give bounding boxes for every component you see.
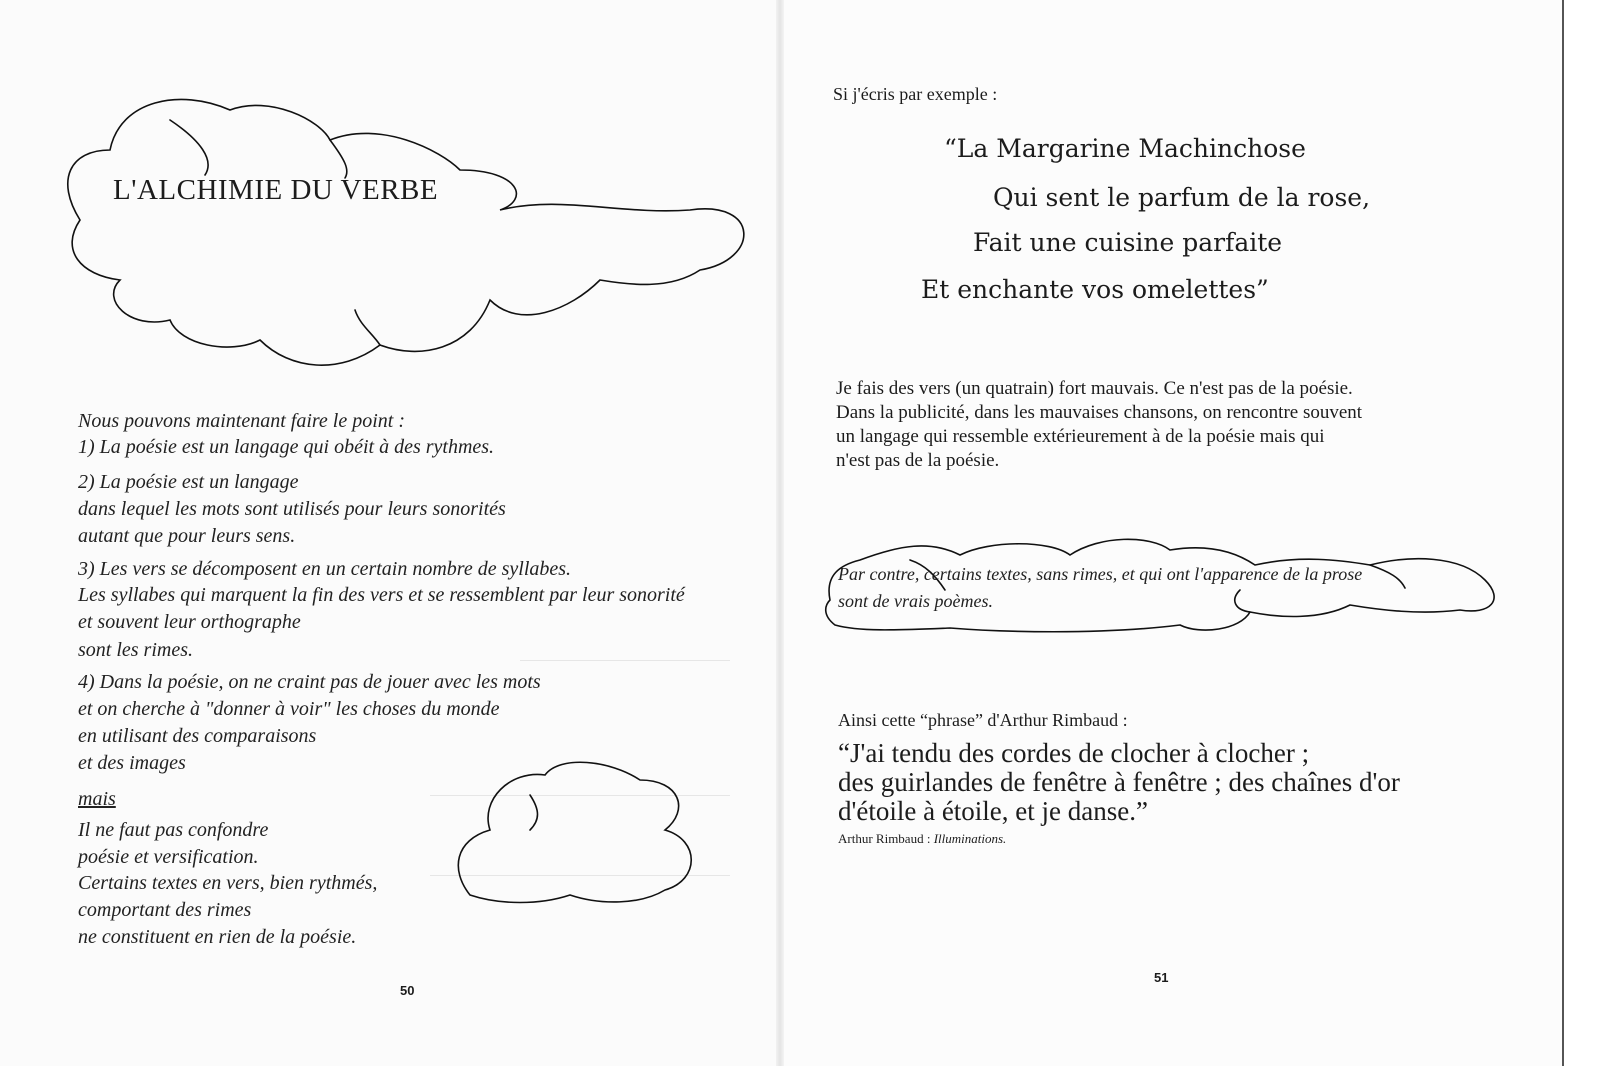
paragraph-line: Dans la publicité, dans les mauvaises chansons, on rencontre souvent	[836, 402, 1363, 423]
scan-edge	[1562, 0, 1600, 1066]
paragraph-line: n'est pas de la poésie.	[836, 450, 1000, 471]
list-line: Les syllabes qui marquent la fin des vers et se ressemblent par leur sonorité	[78, 584, 685, 606]
mais-underlined: mais	[78, 788, 116, 810]
list-line: autant que pour leurs sens.	[78, 525, 296, 547]
chapter-title: L'ALCHIMIE DU VERBE	[113, 174, 439, 206]
attribution-work: Illuminations.	[933, 831, 1007, 846]
list-line: et souvent leur orthographe	[78, 611, 301, 633]
list-line: 2) La poésie est un langage	[78, 471, 299, 493]
quatrain-line: “La Margarine Machinchose	[944, 134, 1306, 163]
list-line: Il ne faut pas confondre	[78, 819, 269, 841]
quatrain-line: Qui sent le parfum de la rose,	[993, 183, 1371, 212]
list-line: poésie et versification.	[78, 846, 259, 868]
quatrain-line: Et enchante vos omelettes”	[921, 275, 1269, 304]
left-page	[0, 0, 780, 1066]
intro-text: Si j'écris par exemple :	[833, 84, 998, 104]
paragraph-line: Je fais des vers (un quatrain) fort mauvais. Ce n'est pas de la poésie.	[836, 378, 1353, 399]
list-line: et des images	[78, 752, 186, 774]
faint-rule	[430, 875, 730, 876]
paragraph-line: un langage qui ressemble extérieurement à de la poésie mais qui	[836, 426, 1325, 447]
faint-rule	[520, 660, 730, 661]
list-line: 4) Dans la poésie, on ne craint pas de jouer avec les mots	[78, 671, 541, 693]
list-line: ne constituent en rien de la poésie.	[78, 926, 357, 948]
list-line: 1) La poésie est un langage qui obéit à des rythmes.	[78, 436, 495, 458]
rimbaud-quote-line: “J'ai tendu des cordes de clocher à clocher ;	[838, 738, 1310, 768]
page-number: 51	[1154, 970, 1169, 985]
quatrain-line: Fait une cuisine parfaite	[973, 228, 1283, 257]
list-line: dans lequel les mots sont utilisés pour leurs sonorités	[78, 498, 506, 520]
cloud-text-line: sont de vrais poèmes.	[838, 591, 993, 611]
rimbaud-quote-line: d'étoile à étoile, et je danse.”	[838, 796, 1148, 826]
list-line: en utilisant des comparaisons	[78, 725, 317, 747]
faint-rule	[430, 795, 730, 796]
book-gutter	[776, 0, 784, 1066]
attribution-author: Arthur Rimbaud :	[838, 831, 934, 846]
list-line: Nous pouvons maintenant faire le point :	[78, 410, 406, 432]
list-line: et on cherche à "donner à voir" les choses du monde	[78, 698, 500, 720]
cloud-text-line: Par contre, certains textes, sans rimes, et qui ont l'apparence de la prose	[838, 564, 1363, 584]
list-line: Certains textes en vers, bien rythmés,	[78, 872, 378, 894]
rimbaud-intro: Ainsi cette “phrase” d'Arthur Rimbaud :	[838, 710, 1128, 730]
attribution	[838, 831, 1006, 847]
page-number: 50	[400, 983, 415, 998]
list-line: 3) Les vers se décomposent en un certain nombre de syllabes.	[78, 558, 572, 580]
rimbaud-quote-line: des guirlandes de fenêtre à fenêtre ; des chaînes d'or	[838, 767, 1400, 797]
list-line: sont les rimes.	[78, 639, 193, 661]
right-page	[780, 0, 1565, 1066]
list-line: comportant des rimes	[78, 899, 252, 921]
